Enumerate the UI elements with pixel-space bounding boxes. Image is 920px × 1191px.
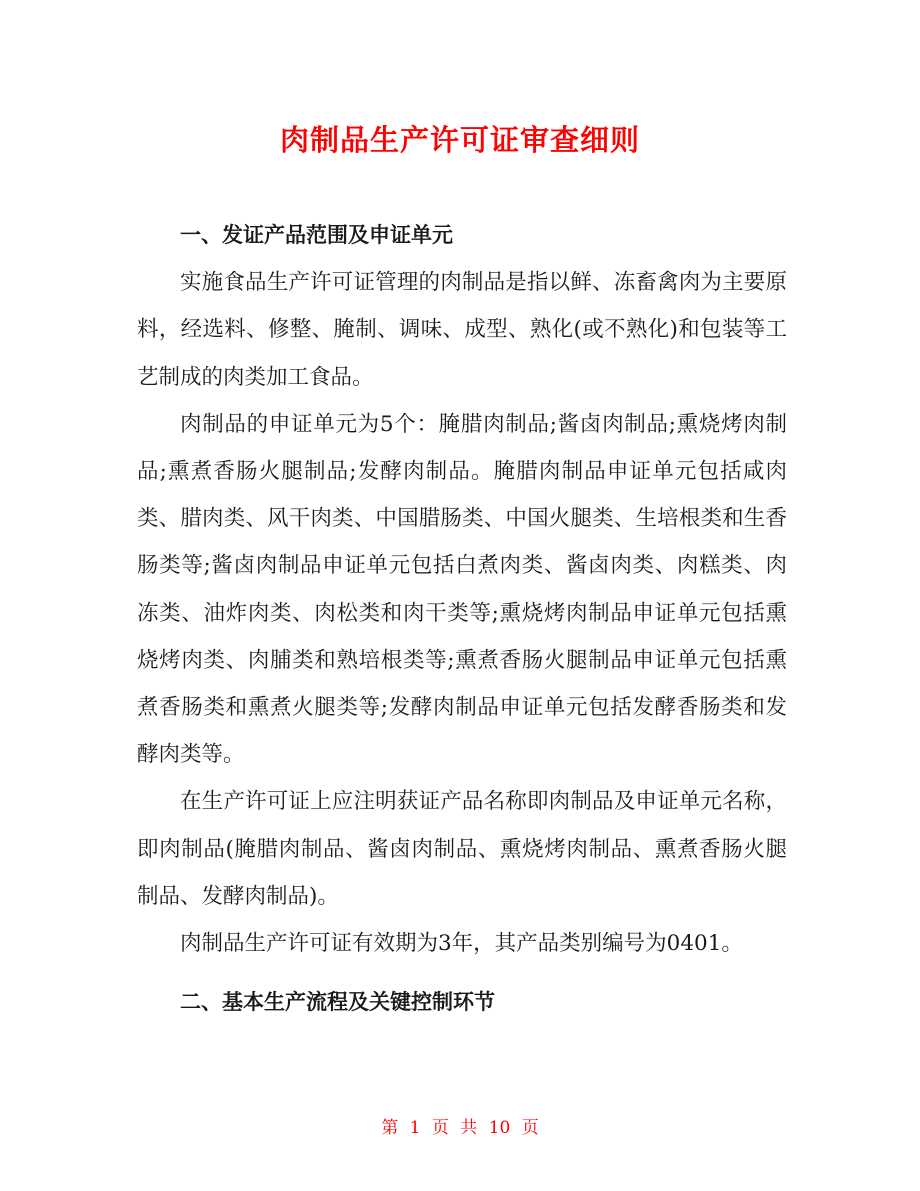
document-title: 肉制品生产许可证审查细则 [279,123,640,157]
section-2-heading: 二、基本生产流程及关键控制环节 [180,990,495,1015]
page-number-footer: 第 1 页 共 10 页 [381,1118,539,1138]
document-body [137,212,787,1026]
paragraph-validity: 肉制品生产许可证有效期为3年，其产品类别编号为0401。 [180,931,743,957]
paragraph-license-naming: 在生产许可证上应注明获证产品名称即肉制品及申证单元名称，即肉制品(腌腊肉制品、酱卤肉制品、熏烧烤肉制品、熏煮香肠火腿制品、发酵肉制品)。 [137,789,787,909]
paragraph-units: 肉制品的申证单元为5个：腌腊肉制品;酱卤肉制品;熏烧烤肉制品;熏煮香肠火腿制品;发酵肉制品。腌腊肉制品申证单元包括咸肉类、腊肉类、风干肉类、中国腊肠类、中国火腿类、生培根类和生香肠类等;酱卤肉制品申证单元包括白煮肉类、酱卤肉类、肉糕类、肉冻类、油炸肉类、肉松类和肉干类等;熏烧烤肉制品申证单元包括熏烧烤肉类、肉脯类和熟培根类等;熏煮香肠火腿制品申证单元包括熏煮香肠类和熏煮火腿类等;发酵肉制品申证单元包括发酵香肠类和发酵肉类等。 [137,411,787,768]
section-1-heading: 一、发证产品范围及申证单元 [180,223,453,247]
paragraph-scope: 实施食品生产许可证管理的肉制品是指以鲜、冻畜禽肉为主要原料，经选料、修整、腌制、调味、成型、熟化(或不熟化)和包装等工艺制成的肉类加工食品。 [137,270,787,390]
